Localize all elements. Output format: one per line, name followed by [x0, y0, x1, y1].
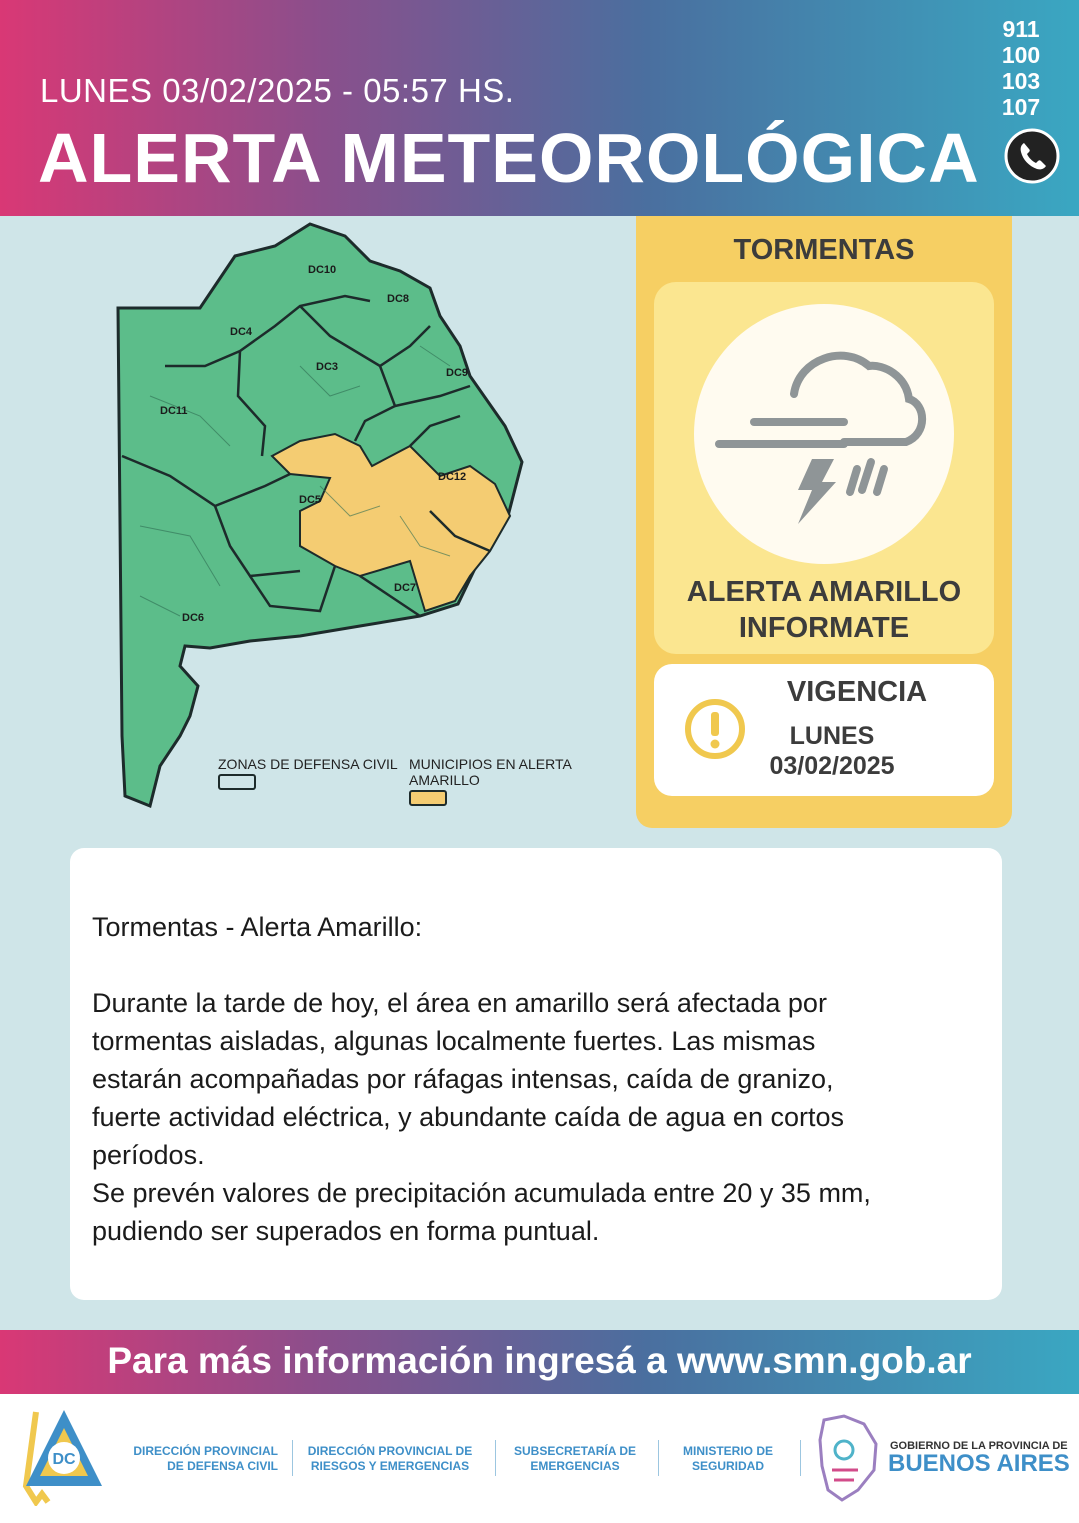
description-line: fuerte actividad eléctrica, y abundante caída de agua en cortos: [92, 1102, 844, 1132]
validity-day: LUNES: [789, 722, 875, 750]
dc-logo-text: DC: [52, 1451, 76, 1468]
legend-alert-label: MUNICIPIOS EN ALERTA AMARILLO: [409, 756, 572, 788]
icon-circle: [694, 304, 954, 564]
legend-zones-label: ZONAS DE DEFENSA CIVIL: [218, 756, 398, 772]
zone-label: DC12: [438, 471, 467, 483]
info-band: [0, 1330, 1079, 1394]
phone-number: 107: [1001, 94, 1041, 120]
legend-zones-swatch: [218, 774, 256, 790]
description-line: Se prevén valores de precipitación acumulada entre 20 y 35 mm,: [92, 1178, 871, 1208]
description-line: tormentas aisladas, algunas localmente fuertes. Las mismas: [92, 1026, 816, 1056]
footer-divider: [800, 1440, 801, 1476]
description-line: Durante la tarde de hoy, el área en amarillo será afectada por: [92, 988, 827, 1018]
gov-name: BUENOS AIRES: [888, 1450, 1070, 1477]
footer: [0, 1394, 1079, 1523]
alert-info-line: INFORMATE: [738, 612, 910, 644]
zone-label: DC8: [387, 293, 410, 305]
legend-zones: [218, 756, 398, 790]
alert-level: [654, 574, 994, 646]
org-line: DE DEFENSA CIVIL: [167, 1459, 278, 1473]
province-map: [0, 216, 636, 836]
civil-defense-logo: [22, 1406, 106, 1506]
page-title: ALERTA METEOROLÓGICA: [38, 119, 980, 197]
map-svg: [0, 216, 636, 836]
description-paragraph: [92, 984, 992, 1250]
gov-label: GOBIERNO DE LA PROVINCIA DE: [890, 1440, 1068, 1452]
zone-label: DC3: [316, 361, 339, 373]
footer-divider: [495, 1440, 496, 1476]
org-line: SEGURIDAD: [691, 1459, 764, 1473]
storm-cloud-icon: [694, 304, 954, 564]
phone-number: 103: [1001, 68, 1041, 94]
org-line: DIRECCIÓN PROVINCIAL: [133, 1444, 278, 1458]
alert-level-panel: [654, 282, 994, 654]
alert-level-line: ALERTA AMARILLO: [686, 576, 962, 608]
zone-label: DC4: [230, 326, 253, 338]
alert-card: [636, 216, 1012, 828]
zone-label: DC5: [299, 494, 322, 506]
zone-label: DC11: [160, 405, 188, 417]
header-banner: [0, 0, 1079, 216]
zone-label: DC7: [394, 582, 417, 594]
legend-alert-swatch: [409, 790, 447, 806]
org-line: MINISTERIO DE: [682, 1444, 773, 1458]
org-line: RIESGOS Y EMERGENCIAS: [310, 1459, 470, 1473]
exclamation-icon: [684, 698, 746, 760]
footer-divider: [292, 1440, 293, 1476]
validity-panel: [654, 664, 994, 796]
description-line: estarán acompañadas por ráfagas intensas, caída de granizo,: [92, 1064, 834, 1094]
phone-number: 911: [1002, 16, 1040, 42]
zone-label: DC10: [308, 264, 337, 276]
phone-icon: [1004, 128, 1060, 184]
org-ministerio: [668, 1444, 788, 1474]
zone-label: DC6: [182, 612, 205, 624]
org-line: SUBSECRETARÍA DE: [513, 1444, 636, 1458]
buenos-aires-logo-icon: [814, 1410, 884, 1504]
description-box: [70, 848, 1002, 1300]
legend-alert: [409, 756, 636, 806]
org-line: EMERGENCIAS: [530, 1459, 620, 1473]
org-subsecretaria: [505, 1444, 645, 1474]
org-riesgos: [300, 1444, 480, 1474]
footer-divider: [658, 1440, 659, 1476]
issue-datetime: LUNES 03/02/2025 - 05:57 HS.: [40, 72, 515, 109]
phone-number: 100: [1001, 42, 1041, 68]
emergency-numbers: [991, 16, 1051, 120]
description-heading: Tormentas - Alerta Amarillo:: [92, 912, 423, 942]
validity-date: 03/02/2025: [769, 752, 895, 780]
zone-label: DC9: [446, 367, 469, 379]
org-defensa-civil: [118, 1444, 278, 1474]
alert-type: TORMENTAS: [733, 234, 915, 266]
description-line: períodos.: [92, 1140, 205, 1170]
validity-title: VIGENCIA: [786, 676, 928, 708]
info-link-text[interactable]: Para más información ingresá a www.smn.gob.ar: [107, 1340, 972, 1381]
org-line: DIRECCIÓN PROVINCIAL DE: [307, 1444, 473, 1458]
description-line: pudiendo ser superados en forma puntual.: [92, 1216, 600, 1246]
